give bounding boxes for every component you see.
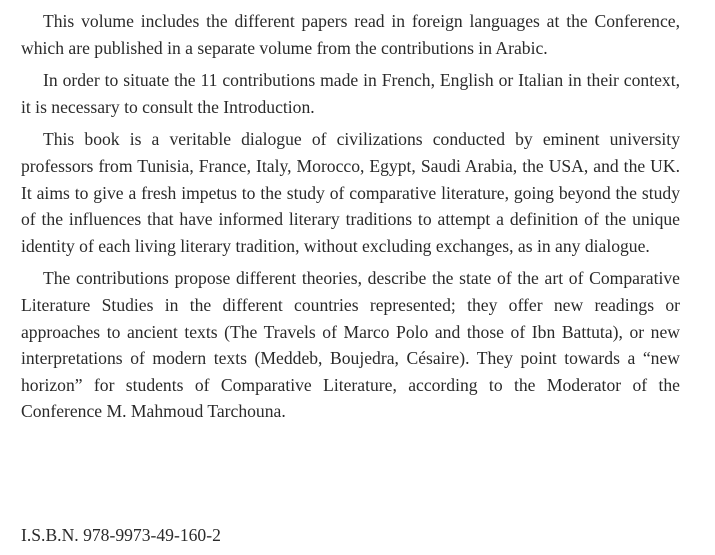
paragraph-introduction: In order to situate the 11 contributions made in French, English or Italian in their context, it is necessary to consult the Introduction. bbox=[21, 70, 680, 117]
isbn-number: I.S.B.N. 978-9973-49-160-2 bbox=[21, 525, 221, 545]
back-cover-text bbox=[21, 8, 680, 545]
paragraph-contributions: The contributions propose different theories, describe the state of the art of Comparative Literature Studies in the different countries represented; they offer new readings or approaches to ancient texts (The Travels of Marco Polo and those of Ibn Battuta), or new interpretations of modern texts (Meddeb, Boujedra, Césaire). They point towards a “new horizon” for students of Comparative Literature, according to the Moderator of the Conference M. Mahmoud Tarchouna. bbox=[21, 268, 680, 422]
paragraph-dialogue-of-civilizations: This book is a veritable dialogue of civilizations conducted by eminent university professors from Tunisia, France, Italy, Morocco, Egypt, Saudi Arabia, the USA, and the UK. It aims to give a fresh impetus to the study of comparative literature, going beyond the study of the influences that have informed literary traditions to attempt a definition of the unique identity of each living literary tradition, without excluding exchanges, as in any dialogue. bbox=[21, 129, 680, 256]
paragraph-foreign-papers: This volume includes the different papers read in foreign languages at the Conference, which are published in a separate volume from the contributions in Arabic. bbox=[21, 11, 680, 58]
